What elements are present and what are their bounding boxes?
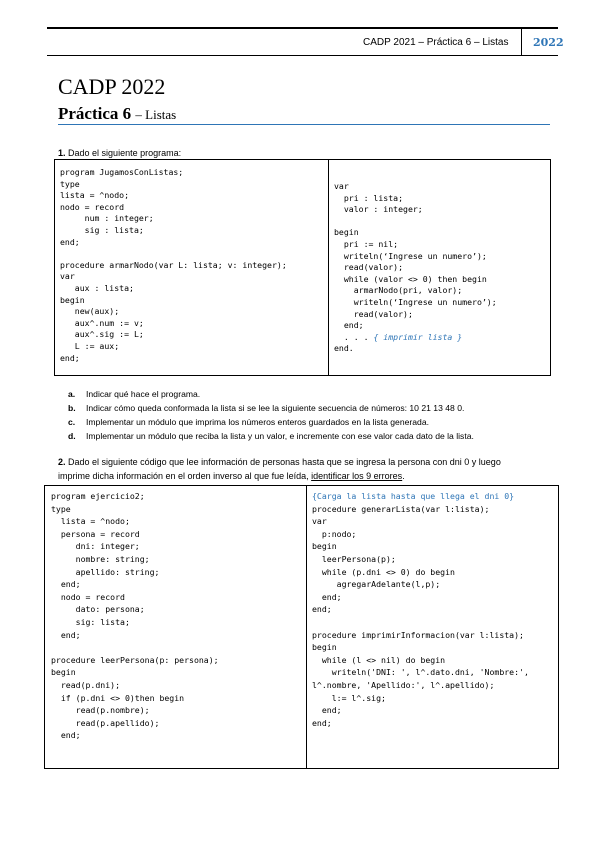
subtitle-rest: – Listas xyxy=(135,107,177,122)
title-rule xyxy=(58,124,550,125)
q1-item-letter: c. xyxy=(68,417,76,427)
code-line: lista = ^nodo; xyxy=(51,516,130,527)
code-line: begin xyxy=(312,642,337,653)
q1-code-dots: . . . xyxy=(334,331,374,342)
code-line: dato: persona; xyxy=(51,604,145,615)
code-line: dni: integer; xyxy=(51,541,140,552)
code-line: type xyxy=(60,178,80,189)
code-line: while (p.dni <> 0) do begin xyxy=(312,566,455,577)
code-line: procedure imprimirInformacion(var l:lista); xyxy=(312,629,524,640)
header-course-line: CADP 2021 – Práctica 6 – Listas xyxy=(363,37,509,48)
code-line: writeln(‘Ingrese un numero’); xyxy=(334,296,497,307)
code-line: procedure armarNodo(var L: lista; v: integer); xyxy=(60,259,287,270)
q2-code-right xyxy=(312,490,529,729)
code-line: begin xyxy=(334,227,359,238)
code-line: type xyxy=(51,503,71,514)
code-line: end; xyxy=(60,352,80,363)
code-line: apellido: string; xyxy=(51,566,160,577)
q2-code-divider xyxy=(306,485,307,769)
code-line: read(valor); xyxy=(334,308,413,319)
code-line: pri : lista; xyxy=(334,192,404,203)
q1-code-comment: { imprimir lista } xyxy=(373,331,463,342)
q1-item-letter: d. xyxy=(68,431,76,441)
code-line: end; xyxy=(51,579,81,590)
code-line: writeln(‘Ingrese un numero’); xyxy=(334,250,487,261)
code-line: while (valor <> 0) then begin xyxy=(334,273,487,284)
q2-number: 2. xyxy=(58,457,66,467)
code-line: read(p.apellido); xyxy=(51,717,160,728)
code-line: var xyxy=(312,516,327,527)
code-line: l^.nombre, 'Apellido:', l^.apellido); xyxy=(312,679,495,690)
code-line: procedure leerPersona(p: persona); xyxy=(51,654,219,665)
code-line: if (p.dni <> 0)then begin xyxy=(51,692,185,703)
code-line: nodo = record xyxy=(51,591,125,602)
q2-code-left xyxy=(51,490,219,742)
code-line: armarNodo(pri, valor); xyxy=(334,285,463,296)
code-line: persona = record xyxy=(51,528,140,539)
q2-heading xyxy=(58,455,558,483)
q1-item-letter: a. xyxy=(68,389,76,399)
code-line: new(aux); xyxy=(60,306,120,317)
code-line: var xyxy=(60,271,75,282)
code-line: nodo = record xyxy=(60,201,125,212)
page-title: CADP 2022 xyxy=(58,74,166,99)
q2-text-line1: Dado el siguiente código que lee información de personas hasta que se ingresa la persona con dni 0 y luego xyxy=(68,457,501,467)
code-line: end; xyxy=(312,705,342,716)
code-line: read(valor); xyxy=(334,262,404,273)
code-line: end; xyxy=(334,320,364,331)
code-line: sig: lista; xyxy=(51,616,130,627)
code-line: end; xyxy=(312,604,332,615)
code-line: l:= l^.sig; xyxy=(312,692,386,703)
q1-item-text: Implementar un módulo que reciba la lista y un valor, e incremente con ese valor cada dato de la lista. xyxy=(86,431,474,441)
code-line: end; xyxy=(312,717,332,728)
code-line: valor : integer; xyxy=(334,204,423,215)
code-line: while (l <> nil) do begin xyxy=(312,654,446,665)
code-line: aux^.num := v; xyxy=(60,317,144,328)
code-line: end; xyxy=(312,591,342,602)
code-line: end; xyxy=(60,236,80,247)
code-line: leerPersona(p); xyxy=(312,553,396,564)
q1-item-letter: b. xyxy=(68,403,76,413)
q1-code-right xyxy=(334,181,497,355)
q1-code-end: end. xyxy=(334,343,354,354)
header-divider xyxy=(521,29,522,56)
q1-text: Dado el siguiente programa: xyxy=(68,148,182,158)
code-line: read(p.dni); xyxy=(51,679,121,690)
code-line: end; xyxy=(51,730,81,741)
q1-item xyxy=(68,415,568,429)
code-line: sig : lista; xyxy=(60,224,144,235)
code-line: L := aux; xyxy=(60,340,120,351)
code-line: begin xyxy=(312,541,337,552)
page-subtitle xyxy=(58,104,176,124)
code-line: aux^.sig := L; xyxy=(60,329,144,340)
q2-text-end: . xyxy=(402,471,405,481)
code-line: pri := nil; xyxy=(334,238,399,249)
code-line: writeln('DNI: ', l^.dato.dni, 'Nombre:', xyxy=(312,667,529,678)
code-line: program ejercicio2; xyxy=(51,491,145,501)
q1-code-left xyxy=(60,167,287,364)
q1-number: 1. xyxy=(58,148,66,158)
q1-item xyxy=(68,429,568,443)
code-line: procedure generarLista(var l:lista); xyxy=(312,503,490,514)
header-top-rule xyxy=(47,27,558,29)
q1-item-text: Indicar qué hace el programa. xyxy=(86,389,201,399)
code-line: lista = ^nodo; xyxy=(60,190,130,201)
q2-text-line2: imprime dicha información en el orden inverso al que fue leída, xyxy=(58,471,312,481)
q1-code-divider xyxy=(328,159,329,376)
code-line: begin xyxy=(51,667,76,678)
q1-item-text: Implementar un módulo que imprima los números enteros guardados en la lista generada. xyxy=(86,417,429,427)
code-line: program JugamosConListas; xyxy=(60,167,184,177)
code-line: end; xyxy=(51,629,81,640)
q1-heading xyxy=(58,148,181,158)
q2-code-comment: {Carga la lista hasta que llega el dni 0} xyxy=(312,491,515,501)
code-line: var xyxy=(334,181,349,191)
code-line: num : integer; xyxy=(60,213,154,224)
code-line: p:nodo; xyxy=(312,528,357,539)
code-line: aux : lista; xyxy=(60,282,134,293)
code-line: agregarAdelante(l,p); xyxy=(312,579,441,590)
q1-item xyxy=(68,387,568,401)
header-year: 2022 xyxy=(533,36,564,49)
code-line: begin xyxy=(60,294,85,305)
q1-items-list xyxy=(68,387,568,443)
q1-item-text: Indicar cómo queda conformada la lista si se lee la siguiente secuencia de números: 10 21 13 48 0. xyxy=(86,403,465,413)
subtitle-bold: Práctica 6 xyxy=(58,104,132,123)
q2-text-underlined: identificar los 9 errores xyxy=(311,471,403,481)
header-bottom-rule xyxy=(47,55,558,56)
code-line: nombre: string; xyxy=(51,553,150,564)
q1-item xyxy=(68,401,568,415)
code-line: read(p.nombre); xyxy=(51,705,150,716)
